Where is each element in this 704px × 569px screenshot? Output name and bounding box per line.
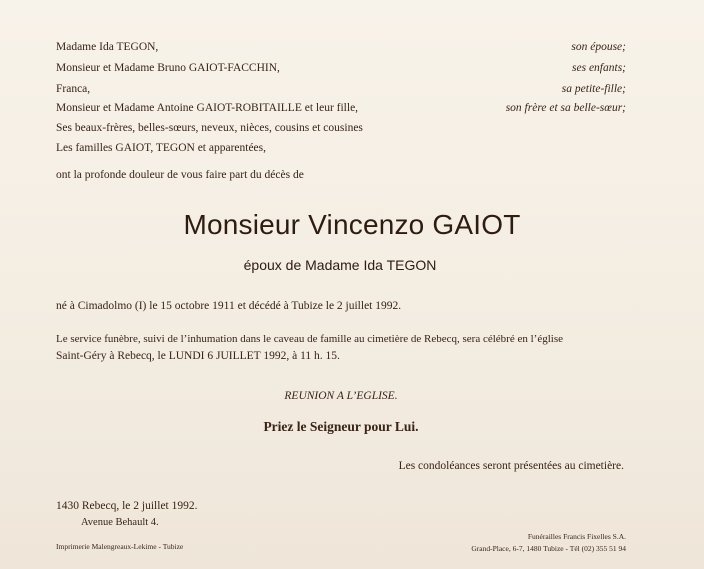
funeral-home-name: Funérailles Francis Fixelles S.A. xyxy=(527,532,626,541)
address: Avenue Behault 4. xyxy=(81,517,159,528)
service-line: Saint-Géry à Rebecq, le LUNDI 6 JUILLET 1992, à 11 h. 15. xyxy=(56,350,340,362)
condolences-line: Les condoléances seront présentées au cimetière. xyxy=(398,460,624,472)
announcement-text: ont la profonde douleur de vous faire part du décès de xyxy=(56,169,304,181)
family-row xyxy=(56,142,626,162)
service-line: Le service funèbre, suivi de l’inhumation dans le caveau de famille au cimetière de Rebecq, sera célébré en l’église xyxy=(56,333,563,345)
family-member-name: Madame Ida TEGON, xyxy=(56,41,159,53)
printer-credit: Imprimerie Malengreaux-Lekime - Tubize xyxy=(56,542,184,551)
family-relation: sa petite-fille; xyxy=(561,83,626,95)
spouse-line: époux de Madame Ida TEGON xyxy=(243,257,437,273)
reunion-note: REUNION A L’EGLISE. xyxy=(284,390,398,402)
prayer-line: Priez le Seigneur pour Lui. xyxy=(263,419,419,434)
place-date: 1430 Rebecq, le 2 juillet 1992. xyxy=(56,500,198,512)
family-row xyxy=(56,83,626,103)
family-member-name: Monsieur et Madame Antoine GAIOT-ROBITAILLE et leur fille, xyxy=(56,102,359,114)
family-member-name: Franca, xyxy=(56,83,91,95)
family-relation: son frère et sa belle-sœur; xyxy=(505,102,626,114)
family-member-name: Les familles GAIOT, TEGON et apparentées, xyxy=(56,142,267,154)
family-relation: son épouse; xyxy=(571,41,626,53)
deceased-name: Monsieur Vincenzo GAIOT xyxy=(183,209,521,240)
family-member-name: Monsieur et Madame Bruno GAIOT-FACCHIN, xyxy=(56,62,280,74)
family-member-name: Ses beaux-frères, belles-sœurs, neveux, nièces, cousins et cousines xyxy=(56,122,363,134)
funeral-home-address: Grand-Place, 6-7, 1480 Tubize - Tél (02) 355 51 94 xyxy=(471,544,626,553)
family-relation: ses enfants; xyxy=(572,62,626,74)
family-row xyxy=(56,62,626,82)
birth-death-line: né à Cimadolmo (I) le 15 octobre 1911 et décédé à Tubize le 2 juillet 1992. xyxy=(56,300,402,312)
family-row xyxy=(56,102,626,122)
family-row xyxy=(56,41,626,61)
family-row xyxy=(56,122,626,142)
